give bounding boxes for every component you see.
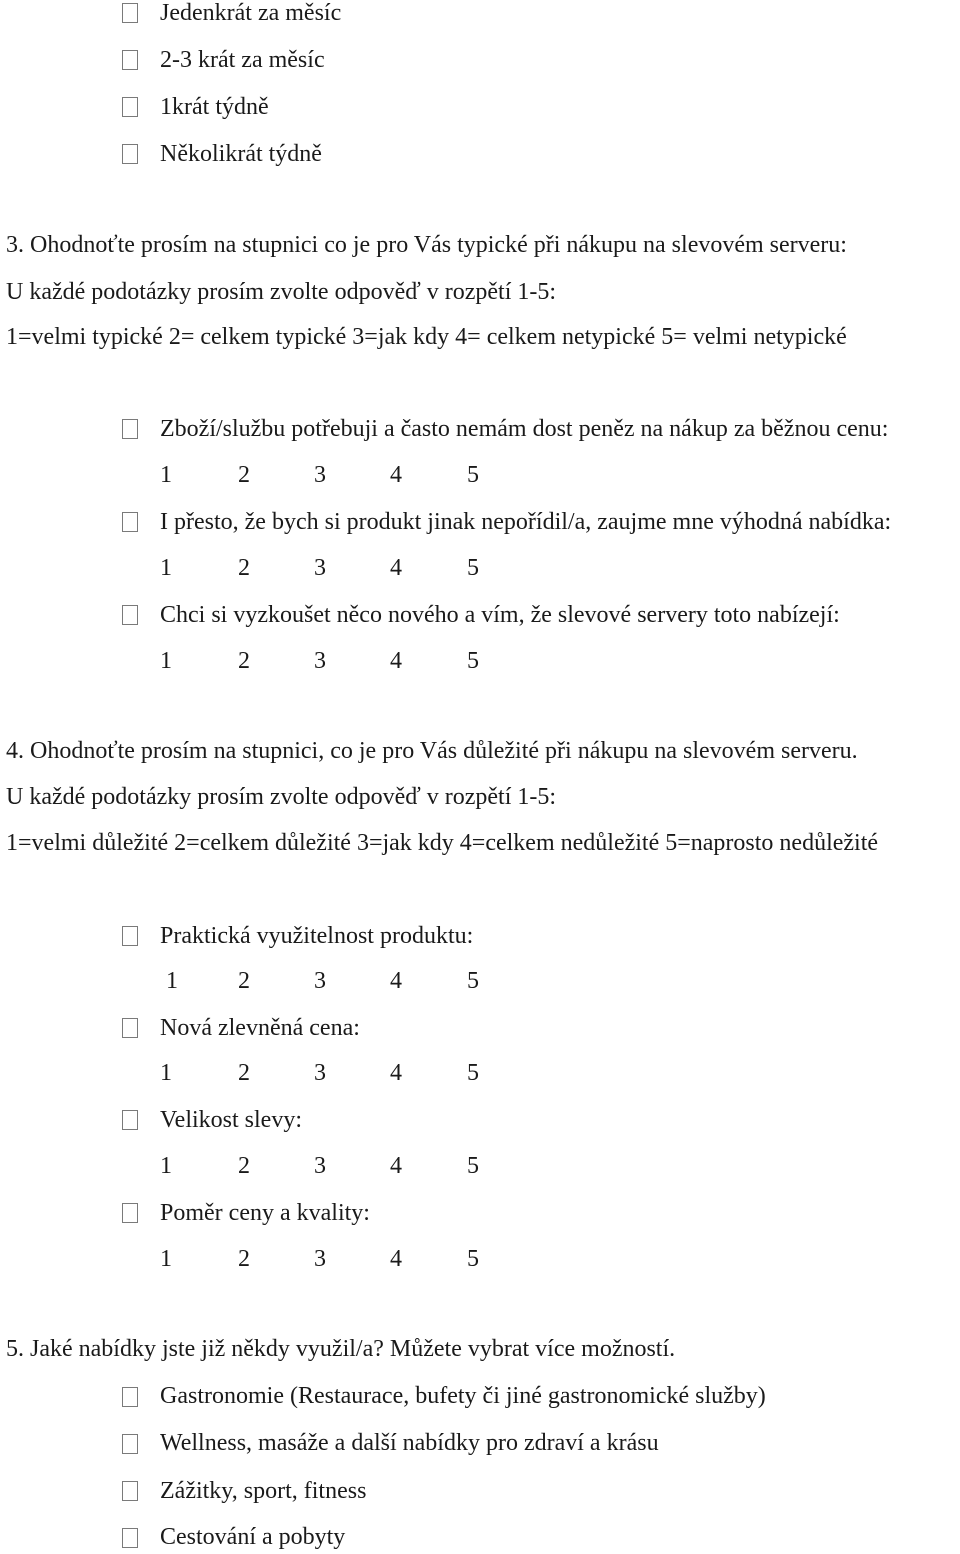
checkbox[interactable] — [122, 1018, 138, 1038]
checkbox[interactable] — [122, 926, 138, 946]
rating-option[interactable]: 4 — [390, 648, 402, 674]
rating-option[interactable]: 2 — [238, 648, 250, 674]
question-title: 4. Ohodnoťte prosím na stupnici, co je pro Vás důležité při nákupu na slevovém serveru. — [6, 738, 858, 764]
scale-legend: 1=velmi typické 2= celkem typické 3=jak kdy 4= celkem netypické 5= velmi netypické — [6, 324, 847, 350]
option-label: Jedenkrát za měsíc — [160, 0, 342, 26]
rating-option[interactable]: 3 — [314, 968, 326, 994]
rating-option[interactable]: 3 — [314, 1060, 326, 1086]
rating-option[interactable]: 2 — [238, 1246, 250, 1272]
option-label: Wellness, masáže a další nabídky pro zdraví a krásu — [160, 1430, 659, 1456]
rating-option[interactable]: 5 — [467, 1246, 479, 1272]
rating-option[interactable]: 2 — [238, 968, 250, 994]
rating-option[interactable]: 2 — [238, 1153, 250, 1179]
option-label: Cestování a pobyty — [160, 1524, 346, 1550]
rating-option[interactable]: 1 — [160, 555, 172, 581]
subquestion-label: Nová zlevněná cena: — [160, 1015, 360, 1041]
checkbox[interactable] — [122, 1110, 138, 1130]
rating-option[interactable]: 1 — [160, 462, 172, 488]
rating-option[interactable]: 5 — [467, 1060, 479, 1086]
rating-option[interactable]: 4 — [390, 462, 402, 488]
rating-option[interactable]: 3 — [314, 462, 326, 488]
rating-option[interactable]: 3 — [314, 648, 326, 674]
rating-option[interactable]: 4 — [390, 968, 402, 994]
rating-option[interactable]: 1 — [160, 648, 172, 674]
checkbox[interactable] — [122, 1387, 138, 1407]
subquestion-label: Zboží/službu potřebuji a často nemám dost peněz na nákup za běžnou cenu: — [160, 416, 889, 442]
subquestion-label: Praktická využitelnost produktu: — [160, 923, 474, 949]
question-instruction: U každé podotázky prosím zvolte odpověď v rozpětí 1-5: — [6, 784, 557, 810]
rating-option[interactable]: 2 — [238, 1060, 250, 1086]
subquestion-label: I přesto, že bych si produkt jinak nepořídil/a, zaujme mne výhodná nabídka: — [160, 509, 892, 535]
rating-option[interactable]: 1 — [160, 1060, 172, 1086]
rating-option[interactable]: 2 — [238, 555, 250, 581]
question-instruction: U každé podotázky prosím zvolte odpověď v rozpětí 1-5: — [6, 279, 557, 305]
rating-option[interactable]: 1 — [160, 1246, 172, 1272]
rating-option[interactable]: 5 — [467, 968, 479, 994]
rating-option[interactable]: 5 — [467, 648, 479, 674]
checkbox[interactable] — [122, 144, 138, 164]
option-label: 1krát týdně — [160, 94, 269, 120]
rating-option[interactable]: 3 — [314, 1246, 326, 1272]
question-title: 5. Jaké nabídky jste již někdy využil/a? Můžete vybrat více možností. — [6, 1336, 676, 1362]
checkbox[interactable] — [122, 605, 138, 625]
rating-option[interactable]: 4 — [390, 1246, 402, 1272]
rating-option[interactable]: 1 — [166, 968, 178, 994]
checkbox[interactable] — [122, 50, 138, 70]
checkbox[interactable] — [122, 1203, 138, 1223]
option-label: Několikrát týdně — [160, 141, 322, 167]
rating-option[interactable]: 4 — [390, 555, 402, 581]
subquestion-label: Chci si vyzkoušet něco nového a vím, že slevové servery toto nabízejí: — [160, 602, 840, 628]
checkbox[interactable] — [122, 1481, 138, 1501]
subquestion-label: Velikost slevy: — [160, 1107, 302, 1133]
rating-option[interactable]: 3 — [314, 1153, 326, 1179]
rating-option[interactable]: 5 — [467, 1153, 479, 1179]
rating-option[interactable]: 5 — [467, 555, 479, 581]
scale-legend: 1=velmi důležité 2=celkem důležité 3=jak kdy 4=celkem nedůležité 5=naprosto nedůležité — [6, 830, 879, 856]
option-label: 2-3 krát za měsíc — [160, 47, 325, 73]
rating-option[interactable]: 4 — [390, 1153, 402, 1179]
checkbox[interactable] — [122, 3, 138, 23]
checkbox[interactable] — [122, 419, 138, 439]
question-title: 3. Ohodnoťte prosím na stupnici co je pro Vás typické při nákupu na slevovém serveru: — [6, 232, 847, 258]
rating-option[interactable]: 2 — [238, 462, 250, 488]
option-label: Gastronomie (Restaurace, bufety či jiné gastronomické služby) — [160, 1383, 766, 1409]
rating-option[interactable]: 5 — [467, 462, 479, 488]
rating-option[interactable]: 3 — [314, 555, 326, 581]
checkbox[interactable] — [122, 512, 138, 532]
checkbox[interactable] — [122, 1528, 138, 1548]
rating-option[interactable]: 1 — [160, 1153, 172, 1179]
checkbox[interactable] — [122, 97, 138, 117]
option-label: Zážitky, sport, fitness — [160, 1478, 367, 1504]
checkbox[interactable] — [122, 1434, 138, 1454]
subquestion-label: Poměr ceny a kvality: — [160, 1200, 370, 1226]
rating-option[interactable]: 4 — [390, 1060, 402, 1086]
